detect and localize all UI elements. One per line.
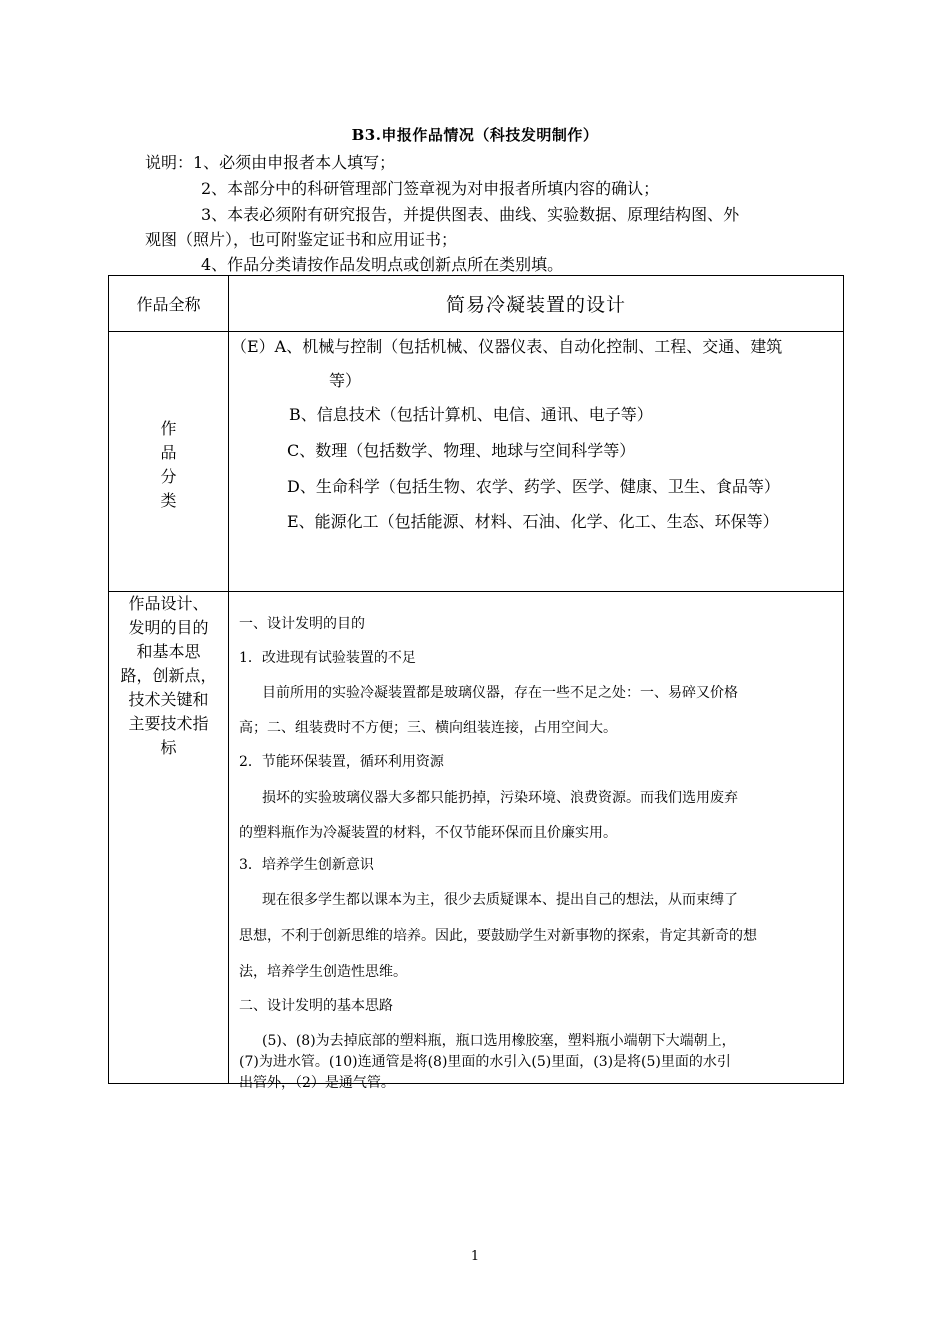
category-label-char: 品 [160, 443, 177, 462]
paragraph-line: 目前所用的实验冷凝装置都是玻璃仪器，存在一些不足之处：一、易碎又价格 [262, 685, 738, 701]
work-name-value: 简易冷凝装置的设计 [229, 276, 844, 332]
paragraph-line: 高；二、组装费时不方便；三、横向组装连接，占用空间大。 [239, 720, 617, 736]
category-option-a: （E）A、机械与控制（包括机械、仪器仪表、自动化控制、工程、交通、建筑 [231, 337, 783, 356]
category-label-char: 作 [160, 419, 177, 438]
category-label-char: 分 [160, 467, 177, 486]
section-heading: 一、设计发明的目的 [239, 616, 365, 632]
application-form-table [108, 275, 844, 1091]
subheading: 3．培养学生创新意识 [239, 857, 374, 873]
design-row [109, 592, 844, 1084]
design-label-line: 发明的目的 [128, 618, 209, 637]
paragraph-line: 出管外，（2）是通气管。 [239, 1075, 395, 1091]
category-option-c: C、数理（包括数学、物理、地球与空间科学等） [287, 441, 636, 460]
design-label-line: 主要技术指 [128, 714, 209, 733]
note-line: 说明：1、必须由申报者本人填写； [145, 153, 396, 172]
design-label-line: 路，创新点， [120, 666, 217, 685]
note-line: 4、作品分类请按作品发明点或创新点所在类别填。 [201, 255, 564, 274]
work-category-label [109, 332, 229, 592]
paragraph-line: (5)、(8)为去掉底部的塑料瓶，瓶口选用橡胶塞，塑料瓶小端朝下大端朝上， [262, 1033, 736, 1049]
category-option-d: D、生命科学（包括生物、农学、药学、医学、健康、卫生、食品等） [287, 477, 780, 496]
work-category-row [109, 332, 844, 592]
subheading: 2．节能环保装置，循环利用资源 [239, 754, 444, 770]
note-line: 3、本表必须附有研究报告，并提供图表、曲线、实验数据、原理结构图、外 [201, 205, 740, 224]
category-option-a-cont: 等） [329, 371, 362, 390]
category-label-char: 类 [160, 491, 177, 510]
work-name-label: 作品全称 [109, 276, 229, 332]
work-category-options [229, 332, 844, 592]
page-number: 1 [470, 1249, 480, 1264]
category-option-b: B、信息技术（包括计算机、电信、通讯、电子等） [289, 405, 653, 424]
design-label-line: 作品设计、 [128, 594, 209, 613]
paragraph-line: (7)为进水管。(10)连通管是将(8)里面的水引入(5)里面，(3)是将(5)里面的水引 [239, 1054, 731, 1070]
design-label-line: 技术关键和 [128, 690, 209, 709]
paragraph-line: 损坏的实验玻璃仪器大多都只能扔掉，污染环境、浪费资源。而我们选用废弃 [262, 790, 738, 806]
design-label-line: 和基本思 [136, 642, 201, 661]
paragraph-line: 现在很多学生都以课本为主，很少去质疑课本、提出自己的想法，从而束缚了 [262, 892, 738, 908]
subheading: 1．改进现有试验装置的不足 [239, 650, 416, 666]
document-title: B3.申报作品情况（科技发明制作） [351, 126, 599, 144]
category-option-e: E、能源化工（包括能源、材料、石油、化学、化工、生态、环保等） [287, 512, 779, 531]
paragraph-line: 法，培养学生创造性思维。 [239, 964, 407, 980]
design-label [109, 592, 229, 1084]
work-name-row [109, 276, 844, 332]
design-content [229, 592, 844, 1091]
note-line: 2、本部分中的科研管理部门签章视为对申报者所填内容的确认； [201, 179, 660, 198]
paragraph-line: 思想，不利于创新思维的培养。因此，要鼓励学生对新事物的探索，肯定其新奇的想 [239, 928, 757, 944]
section-heading: 二、设计发明的基本思路 [239, 998, 393, 1014]
note-line: 观图（照片），也可附鉴定证书和应用证书； [145, 230, 458, 249]
design-label-line: 标 [160, 738, 177, 757]
paragraph-line: 的塑料瓶作为冷凝装置的材料，不仅节能环保而且价廉实用。 [239, 825, 617, 841]
